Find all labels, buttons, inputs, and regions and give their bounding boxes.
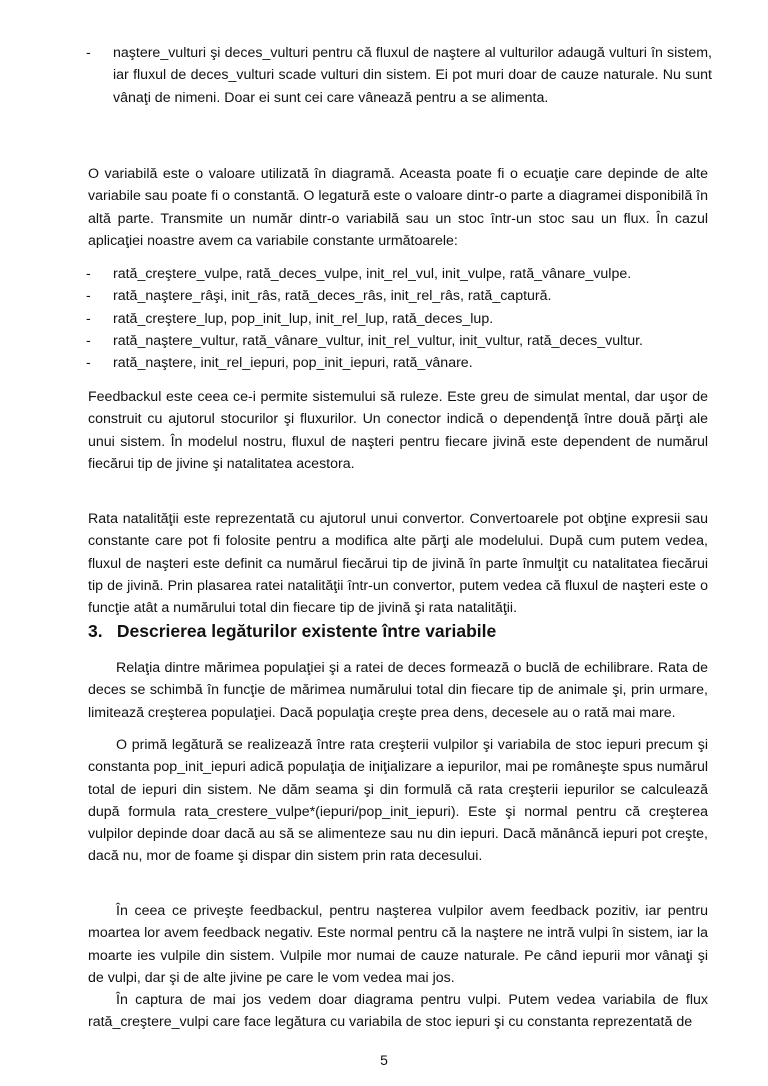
paragraph-text: O primă legătură se realizează între rata creşterii vulpilor şi variabila de stoc iepuri precum şi constanta pop_init_iepuri adică populaţia de iniţializare a iepurilor, mai pe româneşte spus numărul total de iepuri din sistem. Ne dăm seama şi din formulă că rata creşterii iepurilor se calculează după formula rata_crestere_vulpe*(iepuri/pop_init_iepuri). Este şi normal pentru că creşterea vulpilor depinde doar dacă au să se alimenteze sau nu din iepuri. Dacă mănâncă iepuri pot creşte, dacă nu, mor de foame şi dispar din sistem prin rata decesului.: [88, 737, 708, 865]
section-number: 3.: [88, 621, 103, 641]
variable-list: [86, 263, 712, 374]
bullet-dash: -: [86, 266, 91, 282]
list-item-text: rată_naştere, init_rel_iepuri, pop_init_iepuri, rată_vânare.: [113, 355, 473, 372]
section-title: Descrierea legăturilor existente între variabile: [116, 621, 497, 641]
list-item: [86, 352, 712, 374]
list-item-text: rată_naştere_râşi, init_râs, rată_deces_râs, init_rel_râs, rată_captură.: [113, 288, 552, 305]
paragraph-feedback: [88, 386, 708, 475]
paragraph-text: Rata natalităţii este reprezentată cu ajutorul unui convertor. Convertoarele pot obţine expresii sau constante care pot fi folosite pentru a modifica alte părţi ale modelului. După cum putem vedea, fluxul de naşteri este definit ca numărul fiecărui tip de jivină în parte înmulţit cu natalitatea fiecărui tip de jivină. Prin plasarea ratei natalităţii într-un convertor, putem vedea că fluxul de naşteri este o funcţie atât a numărului total din fiecare tip de jivină şi rata natalităţii.: [88, 511, 708, 617]
bullet-dash: -: [86, 332, 91, 349]
list-item: [86, 308, 712, 330]
section-heading: [88, 618, 496, 644]
paragraph-balancing-loop: [88, 657, 708, 724]
paragraph-diagram-caption: [88, 989, 708, 1034]
paragraph-text: Feedbackul este ceea ce-i permite sistemului să ruleze. Este greu de simulat mental, dar uşor de construit cu ajutorul stocurilor şi fluxurilor. Un conector indică o dependenţă între două părţi ale unui sistem. În modelul nostru, fluxul de naşteri pentru fiecare jivină este dependent de numărul fiecărui tip de jivine şi natalitatea acestora.: [88, 389, 708, 472]
list-item: [86, 285, 712, 307]
paragraph-text: Relaţia dintre mărimea populaţiei şi a ratei de deces formează o buclă de echilibrare. Rata de deces se schimbă în funcţie de mărimea numărului total din fiecare tip de animale şi, prin urmare, limitează creşterea populaţiei. Dacă populaţia creşte prea dens, decesele au o rată mai mare.: [88, 660, 708, 721]
bullet-dash: -: [86, 310, 91, 327]
list-item-text: rată_naştere_vultur, rată_vânare_vultur, init_rel_vultur, init_vultur, rată_deces_vultur.: [113, 332, 643, 349]
list-item-text: rată_creştere_vulpe, rată_deces_vulpe, init_rel_vul, init_vulpe, rată_vânare_vulpe.: [113, 266, 632, 282]
list-item: [86, 263, 712, 285]
list-item-text: rată_creştere_lup, pop_init_lup, init_rel_lup, rată_deces_lup.: [113, 310, 494, 327]
paragraph-fox-feedback: [88, 900, 708, 989]
paragraph-text: O variabilă este o valoare utilizată în diagramă. Aceasta poate fi o ecuaţie care depinde de alte variabile sau poate fi o constantă. O legatură este o valoare dintr-o parte a diagramei disponibilă în altă parte. Transmite un număr dintr-o variabilă sau un stoc într-un stoc sau un flux. În cazul aplicaţiei noastre avem ca variabile constante următoarele:: [88, 166, 708, 249]
top-bullet-list: [86, 42, 712, 109]
list-item: [86, 330, 712, 352]
paragraph-variable-definition: [88, 163, 708, 252]
paragraph-first-link: [88, 734, 708, 868]
paragraph-birth-rate: [88, 508, 708, 619]
paragraph-text: În ceea ce priveşte feedbackul, pentru naşterea vulpilor avem feedback pozitiv, iar pentru moartea lor avem feedback negativ. Este normal pentru că la naştere ne intră vulpi în sistem, iar la moarte ies vulpile din sistem. Vulpile mor numai de cauze naturale. Pe când iepurii mor vânaţi şi de vulpi, dar şi de alte jivine pe care le vom vedea mai jos.: [88, 903, 708, 986]
paragraph-text: În captura de mai jos vedem doar diagrama pentru vulpi. Putem vedea variabila de flux rată_creştere_vulpi care face legătura cu variabila de stoc iepuri şi cu constanta reprezentată de: [88, 992, 708, 1031]
list-item: [86, 42, 712, 109]
page-number: 5: [380, 1052, 388, 1068]
list-item-text: naştere_vulturi şi deces_vulturi pentru că fluxul de naştere al vulturilor adaugă vulturi în sistem, iar fluxul de deces_vulturi scade vulturi din sistem. Ei pot muri doar de cauze naturale. Nu sunt vânaţi de nimeni. Doar ei sunt cei care vânează pentru a se alimenta.: [113, 45, 712, 106]
bullet-dash: -: [86, 355, 91, 372]
bullet-dash: -: [86, 45, 91, 61]
bullet-dash: -: [86, 288, 91, 305]
